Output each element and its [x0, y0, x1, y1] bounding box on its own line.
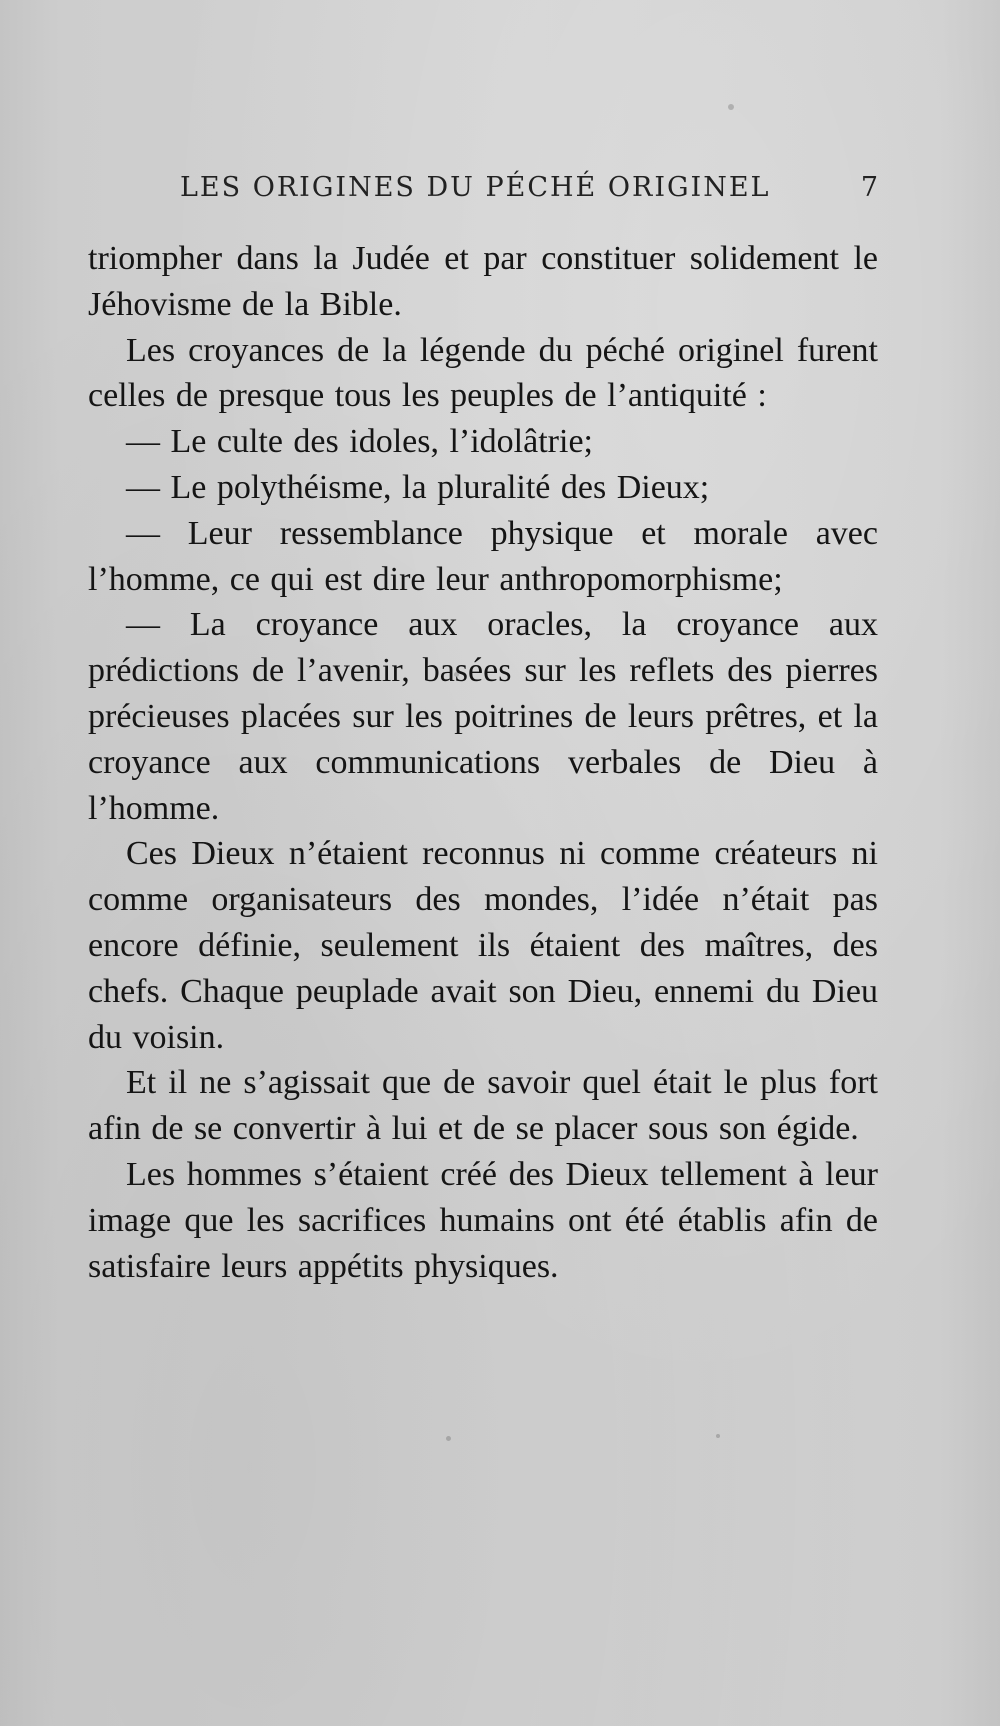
running-title: LES ORIGINES DU PÉCHÉ ORIGINEL: [180, 172, 771, 203]
list-item: — Le polythéisme, la pluralité des Dieux;: [126, 468, 710, 506]
paragraph: Et il ne s’agissait que de savoir quel était le plus fort afin de se convertir à lui et de se placer sous son égide.: [88, 1064, 878, 1148]
paper-speck: [716, 1434, 720, 1438]
paper-speck: [446, 1436, 451, 1441]
list-item: — Le culte des idoles, l’idolâtrie;: [126, 423, 593, 461]
list-item: — La croyance aux oracles, la croyance aux prédictions de l’avenir, basées sur les reflets des pierres précieuses placées sur les poitrines de leurs prêtres, et la croyance aux communications verbales de Dieu à l’homme.: [88, 606, 878, 827]
paragraph: Les hommes s’étaient créé des Dieux tellement à leur image que les sacrifices humains ont été établis afin de satisfaire leurs appétits physiques.: [88, 1155, 878, 1285]
paragraph: Ces Dieux n’étaient reconnus ni comme créateurs ni comme organisateurs des mondes, l’idée n’était pas encore définie, seulement ils étaient des maîtres, des chefs. Chaque peuplade avait son Dieu, ennemi du Dieu du voisin.: [88, 835, 878, 1056]
paper-speck: [728, 104, 734, 110]
page-number: 7: [860, 172, 880, 203]
list-item: — Leur ressemblance physique et morale avec l’homme, ce qui est dire leur anthropomorphisme;: [88, 514, 878, 598]
body-text: [88, 236, 878, 1289]
paragraph: Les croyances de la légende du péché originel furent celles de presque tous les peuples de l’antiquité :: [88, 331, 878, 415]
page-header: [180, 172, 880, 212]
paragraph: triompher dans la Judée et par constituer solidement le Jéhovisme de la Bible.: [88, 240, 878, 323]
